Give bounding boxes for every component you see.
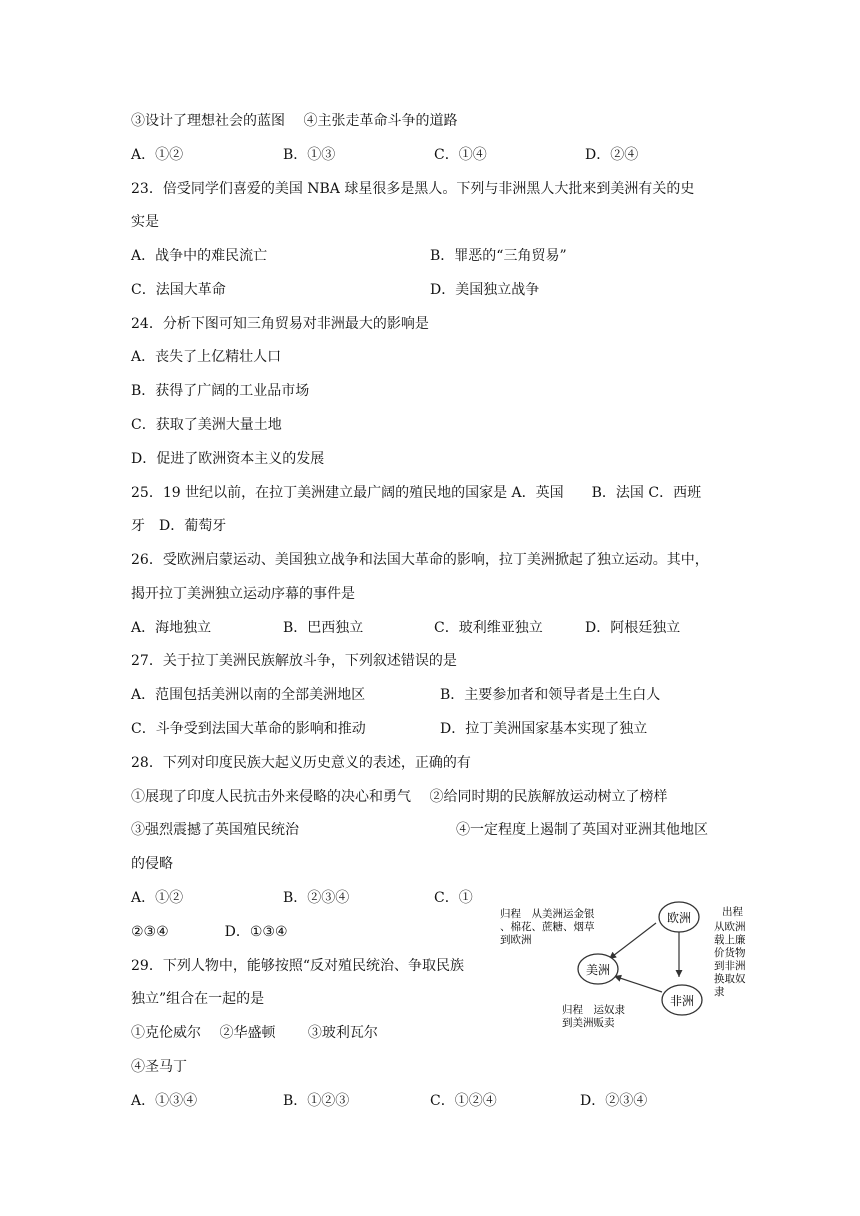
q23-option-b: B．罪恶的“三角贸易” <box>430 248 567 264</box>
return-label-1-line2: 、棉花、蔗糖、烟草 <box>500 921 595 933</box>
q29-statements-1-3: ①克伦威尔 ②华盛顿 ③玻利瓦尔 <box>131 1025 378 1041</box>
q26-option-c: C．玻利维亚独立 <box>434 620 543 636</box>
q23-option-a: A．战争中的难民流亡 <box>131 248 268 264</box>
node-america-label: 美洲 <box>585 963 611 977</box>
q28-statement-4: ④一定程度上遏制了英国对亚洲其他地区 <box>456 822 708 838</box>
q28-option-c: C．① <box>434 890 473 906</box>
q24-option-b: B．获得了广阔的工业品市场 <box>131 383 310 399</box>
q29-option-c: C．①②④ <box>430 1093 497 1109</box>
out-label-line1: 出程 <box>722 906 743 918</box>
q22-option-b: B．①③ <box>283 147 336 163</box>
node-europe-label: 欧洲 <box>666 911 692 925</box>
q26-option-d: D．阿根廷独立 <box>585 620 681 636</box>
q28-option-cd-cont: ②③④ D．①③④ <box>131 924 288 940</box>
out-label-line3: 载上廉 <box>714 934 746 946</box>
arrow-europe-to-america <box>609 923 656 959</box>
out-label-line2: 从欧洲 <box>714 921 746 933</box>
q29-option-d: D．②③④ <box>580 1093 648 1109</box>
q22-option-d: D．②④ <box>585 147 639 163</box>
q29-option-a: A．①③④ <box>131 1093 198 1109</box>
q29-option-b: B．①②③ <box>283 1093 350 1109</box>
out-label-line6: 换取奴 <box>714 973 746 985</box>
out-label-line5: 到非洲 <box>714 960 746 972</box>
q23-option-c: C．法国大革命 <box>131 282 226 298</box>
q27-option-d: D．拉丁美洲国家基本实现了独立 <box>440 721 648 737</box>
q23-stem-line1: 23．倍受同学们喜爱的美国 NBA 球星很多是黑人。下列与非洲黑人大批来到美洲有关的史 <box>131 181 695 197</box>
q24-stem: 24．分析下图可知三角贸易对非洲最大的影响是 <box>131 316 429 332</box>
q28-statement-4-cont: 的侵略 <box>131 856 173 872</box>
q28-statements-1-2: ①展现了印度人民抗击外来侵略的决心和勇气 ②给同时期的民族解放运动树立了榜样 <box>131 789 668 805</box>
q27-option-c: C．斗争受到法国大革命的影响和推动 <box>131 721 366 737</box>
q22-option-a: A．①② <box>131 147 184 163</box>
q26-option-a: A．海地独立 <box>131 620 212 636</box>
return-label-2-line1: 归程 运奴隶 <box>562 1004 625 1016</box>
q28-option-a: A．①② <box>131 890 184 906</box>
return-label-1-line3: 到欧洲 <box>500 934 532 946</box>
q25-stem-line2: 牙 D．葡萄牙 <box>131 518 227 534</box>
q29-statement-4: ④圣马丁 <box>131 1059 187 1075</box>
q26-option-b: B．巴西独立 <box>283 620 364 636</box>
q24-option-d: D．促进了欧洲资本主义的发展 <box>131 451 325 467</box>
return-label-1-line1: 归程 从美洲运金银 <box>500 908 595 920</box>
node-africa-label: 非洲 <box>669 994 695 1008</box>
q26-stem-line2: 揭开拉丁美洲独立运动序幕的事件是 <box>131 586 355 602</box>
q26-stem-line1: 26．受欧洲启蒙运动、美国独立战争和法国大革命的影响，拉丁美洲掀起了独立运动。其中， <box>131 552 709 568</box>
q29-stem-line1: 29．下列人物中，能够按照“反对殖民统治、争取民族 <box>131 958 464 974</box>
q24-option-c: C．获取了美洲大量土地 <box>131 417 282 433</box>
triangular-trade-diagram <box>490 895 760 1045</box>
q23-stem-line2: 实是 <box>131 214 159 230</box>
q27-option-b: B．主要参加者和领导者是土生白人 <box>440 687 661 703</box>
q23-option-d: D．美国独立战争 <box>430 282 540 298</box>
q22-option-c: C．①④ <box>434 147 487 163</box>
q28-statement-3: ③强烈震撼了英国殖民统治 <box>131 822 299 838</box>
q25-stem-line1: 25．19 世纪以前，在拉丁美洲建立最广阔的殖民地的国家是 A．英国 B．法国 C．西班 <box>131 485 702 501</box>
q29-stem-line2: 独立”组合在一起的是 <box>131 991 265 1007</box>
out-label-line7: 隶 <box>714 986 725 998</box>
arrow-africa-to-america <box>614 976 662 992</box>
q28-stem: 28．下列对印度民族大起义历史意义的表述，正确的有 <box>131 755 471 771</box>
q22-statement-line: ③设计了理想社会的蓝图 ④主张走革命斗争的道路 <box>131 113 458 129</box>
q27-option-a: A．范围包括美洲以南的全部美洲地区 <box>131 687 366 703</box>
q27-stem: 27．关于拉丁美洲民族解放斗争，下列叙述错误的是 <box>131 653 457 669</box>
q28-option-b: B．②③④ <box>283 890 350 906</box>
return-label-2-line2: 到美洲贩卖 <box>562 1017 615 1029</box>
out-label-line4: 价货物 <box>714 947 746 959</box>
q24-option-a: A．丧失了上亿精壮人口 <box>131 349 282 365</box>
